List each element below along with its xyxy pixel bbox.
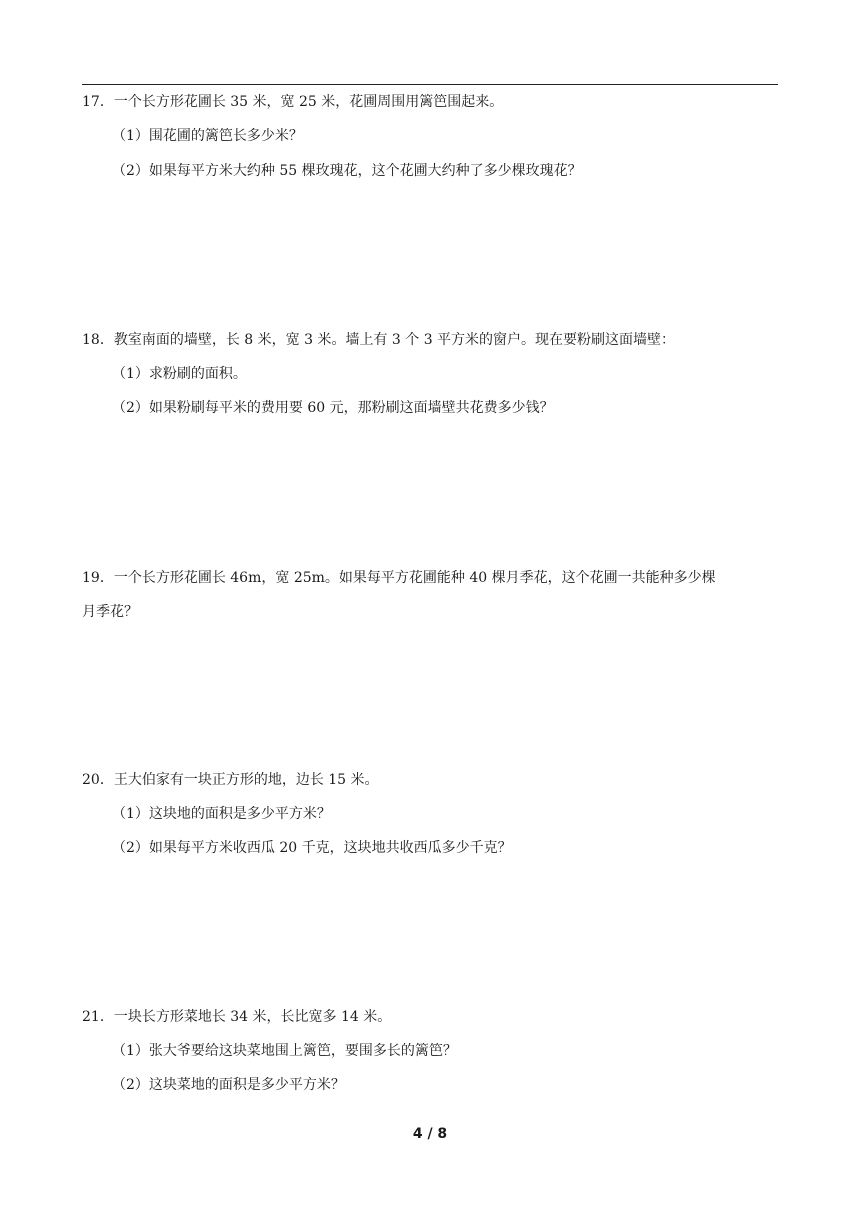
question-stem: 一个长方形花圃长 35 米，宽 25 米，花圃周围用篱笆围起来。 xyxy=(113,94,504,110)
question-number: 17． xyxy=(82,94,114,110)
question-19-continued: 月季花？ xyxy=(82,604,138,620)
question-number: 18． xyxy=(82,332,114,348)
question-17 xyxy=(82,92,503,112)
question-stem: 一块长方形菜地长 34 米，长比宽多 14 米。 xyxy=(113,1009,392,1025)
question-stem: 教室南面的墙壁，长 8 米，宽 3 米。墙上有 3 个 3 平方米的窗户。现在要粉刷这面墙壁： xyxy=(113,332,676,348)
question-20 xyxy=(82,770,379,790)
question-number: 21． xyxy=(82,1009,114,1025)
question-17-part-2: （2）如果每平方米大约种 55 棵玫瑰花，这个花圃大约种了多少棵玫瑰花？ xyxy=(112,163,582,179)
page-number: 4 / 8 xyxy=(412,1126,448,1142)
question-21 xyxy=(82,1007,391,1027)
header-rule xyxy=(82,84,778,85)
question-17-part-1: （1）围花圃的篱笆长多少米？ xyxy=(112,128,303,144)
question-number: 20． xyxy=(82,772,114,788)
question-21-part-2: （2）这块菜地的面积是多少平方米？ xyxy=(112,1077,345,1093)
question-number: 19． xyxy=(82,570,114,586)
question-21-part-1: （1）张大爷要给这块菜地围上篱笆，要围多长的篱笆？ xyxy=(112,1043,457,1059)
question-20-part-2: （2）如果每平方米收西瓜 20 千克，这块地共收西瓜多少千克？ xyxy=(112,840,512,856)
question-19 xyxy=(82,568,716,588)
question-stem: 王大伯家有一块正方形的地，边长 15 米。 xyxy=(113,772,379,788)
question-20-part-1: （1）这块地的面积是多少平方米？ xyxy=(112,806,331,822)
question-18-part-2: （2）如果粉刷每平米的费用要 60 元，那粉刷这面墙壁共花费多少钱？ xyxy=(112,400,554,416)
question-stem: 一个长方形花圃长 46m，宽 25m。如果每平方花圃能种 40 棵月季花，这个花圃一共能种多少棵 xyxy=(113,570,716,586)
question-18 xyxy=(82,330,675,350)
question-18-part-1: （1）求粉刷的面积。 xyxy=(112,366,247,382)
